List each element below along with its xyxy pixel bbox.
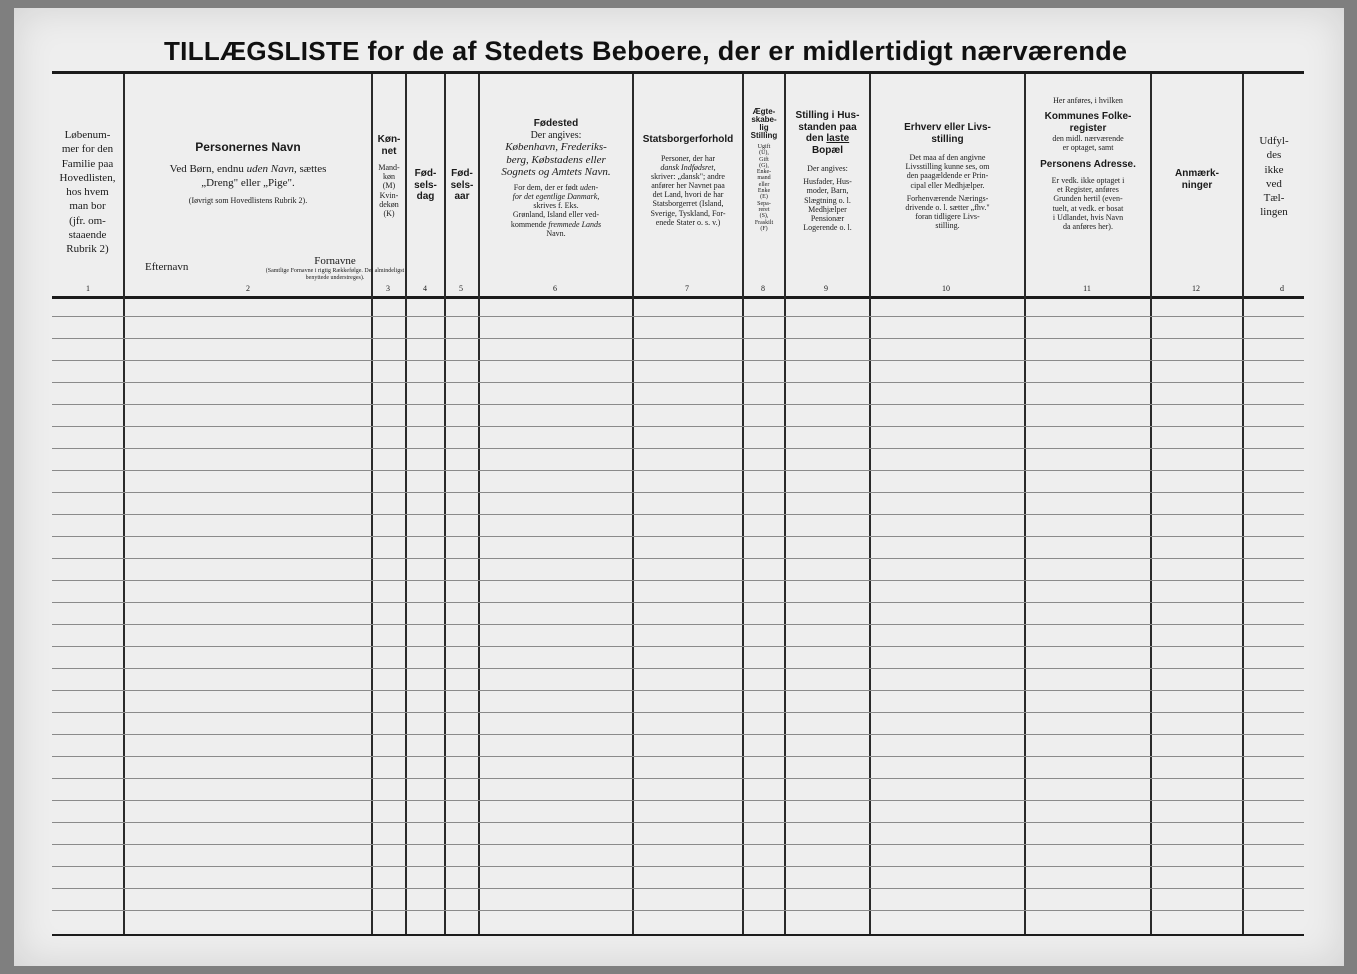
col6-text: skrives f. Eks.	[533, 201, 579, 211]
entry-row-line	[52, 844, 1304, 845]
col5-heading: aar	[454, 191, 470, 202]
col6-header	[480, 78, 632, 290]
entry-row-line	[52, 360, 1304, 361]
col10-line: foran tidligere Livs-	[915, 212, 980, 222]
col2-text: sættes	[299, 162, 327, 175]
col6-text-italic: uden-	[579, 182, 599, 192]
col11-line: i Udlandet, hvis Navn	[1052, 212, 1124, 222]
col10-line: Det maa af den angivne	[909, 153, 986, 162]
col3-line: Kvin-	[379, 190, 399, 200]
col4-heading: dag	[416, 191, 435, 202]
col9-line: moder, Barn,	[806, 186, 849, 196]
col8-line: (S),	[759, 213, 769, 220]
col6-text: Navn.	[546, 228, 566, 238]
col-d-line: des	[1266, 149, 1282, 162]
col2-text: „Dreng" eller „Pige".	[201, 176, 295, 189]
entry-row-line	[52, 404, 1304, 405]
col8-line: Fraskilt	[754, 219, 774, 226]
col8-line: (G),	[759, 162, 769, 169]
col1-line: Rubrik 2)	[66, 243, 109, 256]
col6-text: Grønland, Island eller ved-	[512, 210, 600, 220]
entry-row-line	[52, 426, 1304, 427]
col9-line: Medhjælper	[808, 204, 847, 214]
col-d-line: lingen	[1260, 206, 1288, 219]
entry-row-line	[52, 514, 1304, 515]
col2-text: Ved Børn, endnu	[169, 162, 244, 175]
entry-row-line	[52, 690, 1304, 691]
col-number: 2	[246, 284, 250, 293]
col3-heading: net	[381, 145, 397, 157]
col1-line: man bor	[69, 200, 106, 213]
col10-heading: stilling	[931, 133, 964, 145]
col6-italic-line: berg, Købstadens eller	[506, 153, 606, 166]
entry-row-line	[52, 382, 1304, 383]
col9-line: Husfader, Hus-	[803, 177, 852, 187]
col7-heading: Statsborgerforhold	[642, 134, 734, 145]
col8-heading: lig	[759, 123, 769, 132]
col11-header	[1026, 78, 1150, 290]
col8-line: Ugift	[757, 144, 771, 150]
title-main: TILLÆGSLISTE	[164, 36, 360, 66]
entry-row-line	[52, 580, 1304, 581]
col9-heading-underlined: laste	[826, 133, 850, 144]
entry-row-line	[52, 734, 1304, 735]
col7-line: enede Stater o. s. v.)	[655, 217, 721, 227]
entry-row-line	[52, 866, 1304, 867]
entry-row-line	[52, 448, 1304, 449]
col8-line: Gift	[759, 156, 769, 163]
col-number: 5	[459, 284, 463, 293]
col2-text-italic: uden Navn,	[246, 162, 297, 175]
entry-row-line	[52, 888, 1304, 889]
col6-text: kommende	[510, 219, 547, 229]
col2-sub-fornavne-note: (Samtlige Fornavne i rigtig Rækkefølge. Det almindeligst benyttede understreges).	[265, 268, 405, 281]
col7-header	[634, 78, 742, 290]
header-rule	[52, 296, 1304, 299]
col7-line: det Land, hvori de har	[652, 190, 724, 200]
col8-line: eller	[758, 181, 770, 188]
col-number: 4	[423, 284, 427, 293]
col9-header	[786, 78, 869, 290]
col7-line: Personer, der har	[660, 153, 716, 163]
entry-row-line	[52, 800, 1304, 801]
col10-line: Forhenværende Nærings-	[906, 193, 989, 203]
col7-line: skriver: „dansk"; andre	[651, 171, 725, 181]
col5-heading: sels-	[450, 179, 474, 191]
col3-line: køn	[383, 172, 395, 182]
col6-text: For dem, der er født	[513, 182, 578, 192]
col12-header	[1152, 78, 1242, 290]
entry-row-line	[52, 338, 1304, 339]
col6-italic-line: København, Frederiks-	[505, 141, 607, 153]
col10-heading: Erhverv eller Livs-	[904, 122, 991, 133]
entry-row-line	[52, 756, 1304, 757]
col1-header	[52, 128, 123, 340]
entry-row-line	[52, 536, 1304, 537]
col11-line: Er vedk. ikke optaget i	[1051, 176, 1125, 186]
col9-heading: Bopæl	[811, 144, 844, 156]
col-number: 6	[553, 284, 557, 293]
col8-header	[744, 78, 784, 290]
col5-heading: Fød-	[451, 168, 473, 179]
title-rest: for de af Stedets Beboere, der er midlertidigt nærværende	[367, 36, 1128, 66]
form-title	[164, 36, 1127, 67]
col3-header	[373, 78, 405, 290]
col11-line: Grunden hertil (even-	[1053, 194, 1123, 204]
col2-heading: Personernes Navn	[195, 140, 301, 154]
col8-line: (F)	[760, 225, 768, 232]
col9-line: Logerende o. l.	[803, 223, 852, 233]
col12-heading: Anmærk-	[1175, 168, 1219, 179]
col3-line: (K)	[383, 208, 395, 218]
col1-line: mer for den	[61, 143, 114, 156]
col8-line: reret	[758, 206, 770, 213]
col8-line: Enke	[757, 188, 771, 195]
col-d-line: ikke	[1264, 163, 1284, 176]
col6-heading: Fødested	[533, 118, 579, 129]
col-d-line: ved	[1266, 177, 1282, 190]
entry-row-line	[52, 910, 1304, 911]
top-rule	[52, 71, 1304, 74]
col3-line: dekøn	[379, 199, 399, 209]
col2-note: (Iøvrigt som Hovedlistens Rubrik 2).	[188, 196, 308, 206]
col-number: 12	[1192, 284, 1200, 293]
col4-heading: Fød-	[414, 168, 437, 179]
entry-row-line	[52, 624, 1304, 625]
col-d-line: Udfyl-	[1259, 135, 1289, 147]
col1-line: hos hvem	[66, 186, 109, 199]
col8-heading: Ægte-	[752, 107, 776, 116]
col11-line: et Register, anføres	[1057, 185, 1119, 195]
col-d-header	[1244, 134, 1304, 346]
col-number: 3	[386, 284, 390, 293]
col9-heading: den	[805, 133, 824, 144]
col7-line: Sverige, Tyskland, For-	[650, 208, 726, 218]
col-number: 7	[685, 284, 689, 293]
col10-line: stilling.	[935, 221, 960, 231]
col4-header	[407, 78, 444, 290]
col-number: 8	[761, 284, 765, 293]
col9-line: Der angives:	[807, 164, 848, 173]
entry-row-line	[52, 316, 1304, 317]
col-d-line: Tæl-	[1263, 192, 1285, 205]
col8-heading: skabe-	[751, 115, 777, 124]
col-number: 9	[824, 284, 828, 293]
col7-italic-line: dansk Indfødsret,	[660, 162, 716, 172]
entry-row-line	[52, 646, 1304, 647]
col3-line: Mand-	[378, 163, 400, 172]
col8-line: (U),	[759, 150, 769, 157]
col-number: 10	[942, 284, 950, 293]
col1-line: Familie paa	[61, 157, 114, 170]
bottom-rule	[52, 934, 1304, 936]
col4-heading: sels-	[414, 179, 437, 191]
col6-text-italic: for det egentlige Danmark,	[512, 192, 600, 202]
col11-line: da anføres her).	[1063, 222, 1113, 231]
col-number: d	[1280, 284, 1284, 293]
col9-heading: standen paa	[798, 121, 857, 133]
col1-line: Løbenum-	[64, 129, 111, 141]
entry-row-line	[52, 822, 1304, 823]
col8-line: (E)	[760, 194, 768, 201]
col9-line: Pensionær	[810, 213, 845, 223]
col7-line: anfører her Navnet paa	[651, 181, 725, 191]
entry-row-line	[52, 470, 1304, 471]
col8-line: Sepa-	[757, 200, 771, 207]
col8-line: Enke-	[756, 169, 772, 176]
entry-row-line	[52, 668, 1304, 669]
entry-row-line	[52, 492, 1304, 493]
col10-header	[871, 78, 1024, 290]
col5-header	[446, 78, 478, 290]
col3-line: (M)	[382, 181, 396, 191]
col1-line: (jfr. om-	[69, 214, 106, 227]
col1-line: staaende	[68, 229, 107, 242]
col8-heading: Stilling	[750, 131, 778, 140]
col10-line: drivende o. l. sætter „fhv."	[905, 202, 990, 212]
col11-pre: Her anføres, i hvilken	[1053, 96, 1123, 105]
census-form-sheet	[14, 8, 1344, 966]
col7-line: Statsborgerret (Island,	[652, 199, 724, 209]
entry-row-line	[52, 778, 1304, 779]
col11-line: den midl. nærværende	[1052, 134, 1124, 144]
entry-row-line	[52, 712, 1304, 713]
col3-heading: Køn-	[377, 134, 401, 145]
col10-line: den paagældende er Prin-	[906, 171, 989, 181]
col11-heading2: Personens Adresse.	[1040, 158, 1136, 170]
col10-line: cipal eller Medhjælper.	[910, 180, 985, 190]
col2-sub-fornavne-label: Fornavne	[314, 255, 356, 267]
col6-sub: Der angives:	[530, 129, 582, 141]
col11-heading: register	[1069, 122, 1107, 134]
col9-heading: Stilling i Hus-	[795, 110, 860, 121]
col-number: 11	[1083, 284, 1091, 293]
col6-italic-line: Sognets og Amtets Navn.	[501, 166, 611, 179]
col12-heading: ninger	[1181, 179, 1213, 191]
col10-line: Livsstilling kunne ses, om	[905, 162, 990, 172]
col1-line: Hovedlisten,	[59, 171, 116, 184]
col6-text-italic: fremmede Lands	[548, 219, 602, 229]
col11-heading: Kommunes Folke-	[1044, 111, 1132, 123]
col11-line: tuelt, at vedk. er bosat	[1052, 203, 1124, 213]
entry-row-line	[52, 558, 1304, 559]
col9-line: Slægtning o. l.	[804, 195, 851, 205]
col2-sub-efternavn: Efternavn	[145, 261, 189, 273]
col11-line: er optaget, samt	[1062, 143, 1114, 153]
col-number: 1	[86, 284, 90, 293]
entry-row-line	[52, 602, 1304, 603]
col8-line: mand	[757, 175, 771, 182]
